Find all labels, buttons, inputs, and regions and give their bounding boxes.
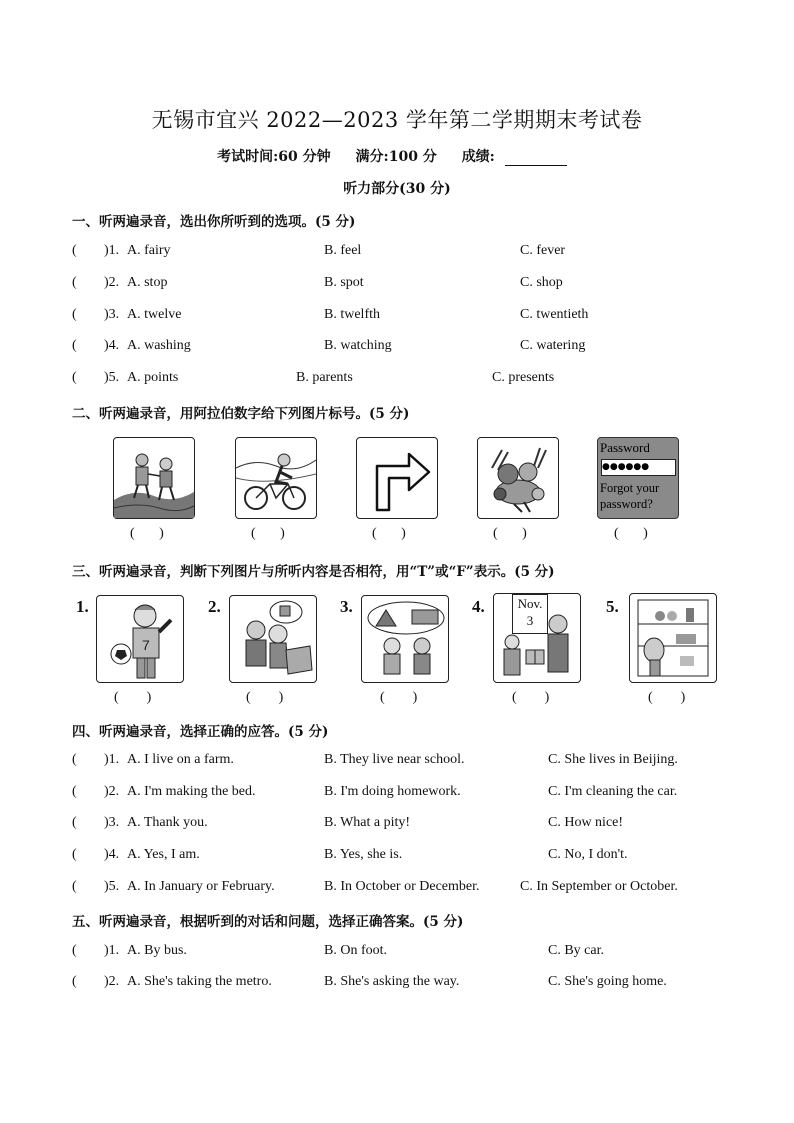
answer-paren[interactable]: ( <box>72 974 77 989</box>
picture-number: 3. <box>340 597 353 616</box>
section-5-title: 五、听两遍录音，根据听到的对话和问题，选择正确答案。(5 分) <box>72 914 464 930</box>
password-label: Password <box>600 440 650 455</box>
q4-4-num: )4. <box>104 847 120 862</box>
answer-paren[interactable]: ( <box>72 307 77 322</box>
full-score: 满分:100 分 <box>355 149 437 165</box>
q4-4-b: B. Yes, she is. <box>324 847 403 862</box>
section-3-title: 三、听两遍录音，判断下列图片与所听内容是否相符，用“T”或“F”表示。(5 分) <box>72 564 555 580</box>
friends-at-computer-illustration <box>230 596 316 682</box>
vegetables-illustration <box>478 438 558 518</box>
q4-2-a: A. I'm making the bed. <box>127 784 256 799</box>
picture-train-trip <box>361 595 449 683</box>
picture-hiking <box>113 437 195 519</box>
q4-5-a: A. In January or February. <box>127 879 275 894</box>
q1-4-c: C. watering <box>520 338 586 353</box>
q1-4-num: )4. <box>104 338 120 353</box>
q1-3-c: C. twentieth <box>520 307 589 322</box>
picture-cyclist <box>235 437 317 519</box>
exam-title: 无锡市宜兴 2022—2023 学年第二学期期末考试卷 <box>151 108 643 132</box>
grade-blank[interactable] <box>505 152 567 166</box>
calendar-card <box>512 594 548 634</box>
picture-number: 2. <box>208 597 221 616</box>
picture-computer-friends <box>229 595 317 683</box>
soccer-boy-illustration <box>97 596 183 682</box>
answer-bracket[interactable]: ( ) <box>130 526 164 541</box>
answer-bracket[interactable]: ( ) <box>246 690 284 705</box>
q4-2-c: C. I'm cleaning the car. <box>548 784 678 799</box>
answer-bracket[interactable]: ( ) <box>648 690 686 705</box>
q1-2-b: B. spot <box>324 275 364 290</box>
exam-time: 考试时间:60 分钟 <box>217 149 331 165</box>
password-field[interactable]: ●●●●●● <box>601 459 676 476</box>
q1-2-a: A. stop <box>127 275 168 290</box>
picture-number: 5. <box>606 597 619 616</box>
section-2-title: 二、听两遍录音，用阿拉伯数字给下列图片标号。(5 分) <box>72 406 410 422</box>
answer-bracket[interactable]: ( ) <box>380 690 418 705</box>
answer-paren[interactable]: ( <box>72 879 77 894</box>
q1-2-num: )2. <box>104 275 120 290</box>
q1-3-a: A. twelve <box>127 307 182 322</box>
q4-3-b: B. What a pity! <box>324 815 411 830</box>
section-4-title: 四、听两遍录音，选择正确的应答。(5 分) <box>72 724 329 740</box>
section-1-title: 一、听两遍录音，选出你所听到的选项。(5 分) <box>72 214 356 230</box>
picture-soccer-boy <box>96 595 184 683</box>
answer-bracket[interactable]: ( ) <box>614 526 648 541</box>
answer-paren[interactable]: ( <box>72 370 77 385</box>
answer-paren[interactable]: ( <box>72 243 77 258</box>
q4-5-b: B. In October or December. <box>324 879 480 894</box>
q5-1-num: )1. <box>104 943 120 958</box>
q4-4-a: A. Yes, I am. <box>127 847 200 862</box>
q4-5-num: )5. <box>104 879 120 894</box>
q1-1-num: )1. <box>104 243 120 258</box>
q4-2-b: B. I'm doing homework. <box>324 784 461 799</box>
q5-2-num: )2. <box>104 974 120 989</box>
q1-5-b: B. parents <box>296 370 353 385</box>
q1-5-c: C. presents <box>492 370 555 385</box>
answer-paren[interactable]: ( <box>72 338 77 353</box>
q5-2-c: C. She's going home. <box>548 974 667 989</box>
fridge-illustration <box>630 594 716 682</box>
answer-paren[interactable]: ( <box>72 943 77 958</box>
picture-birthday <box>493 593 581 683</box>
picture-turn-right-sign <box>356 437 438 519</box>
q4-2-num: )2. <box>104 784 120 799</box>
picture-vegetables <box>477 437 559 519</box>
q5-1-a: A. By bus. <box>127 943 187 958</box>
train-trip-illustration <box>362 596 448 682</box>
q4-5-c: C. In September or October. <box>520 879 678 894</box>
answer-paren[interactable]: ( <box>72 815 77 830</box>
q1-1-c: C. fever <box>520 243 566 258</box>
q4-1-b: B. They live near school. <box>324 752 465 767</box>
answer-paren[interactable]: ( <box>72 784 77 799</box>
q5-2-a: A. She's taking the metro. <box>127 974 272 989</box>
picture-password-screen <box>597 437 679 519</box>
grade-field <box>462 149 577 165</box>
q1-3-b: B. twelfth <box>324 307 380 322</box>
q1-1-a: A. fairy <box>127 243 171 258</box>
picture-fridge <box>629 593 717 683</box>
calendar-month: Nov. <box>517 596 543 611</box>
q4-1-num: )1. <box>104 752 120 767</box>
q1-5-a: A. points <box>127 370 179 385</box>
calendar-day: 3 <box>526 613 534 628</box>
q1-5-num: )5. <box>104 370 120 385</box>
q1-1-b: B. feel <box>324 243 362 258</box>
q4-1-c: C. She lives in Beijing. <box>548 752 678 767</box>
q4-3-num: )3. <box>104 815 120 830</box>
svg-text:7: 7 <box>142 637 150 653</box>
q5-1-b: B. On foot. <box>324 943 387 958</box>
answer-paren[interactable]: ( <box>72 752 77 767</box>
answer-paren[interactable]: ( <box>72 275 77 290</box>
cyclist-illustration <box>236 438 316 518</box>
turn-right-arrow-icon <box>357 438 437 518</box>
answer-bracket[interactable]: ( ) <box>251 526 285 541</box>
listening-part-title: 听力部分(30 分) <box>343 181 451 197</box>
q1-3-num: )3. <box>104 307 120 322</box>
answer-bracket[interactable]: ( ) <box>114 690 152 705</box>
q1-4-b: B. watching <box>324 338 392 353</box>
answer-paren[interactable]: ( <box>72 847 77 862</box>
forgot-password-link[interactable]: Forgot your password? <box>600 481 660 511</box>
picture-number: 1. <box>76 597 89 616</box>
q5-2-b: B. She's asking the way. <box>324 974 460 989</box>
grade-label: 成绩: <box>461 149 495 165</box>
answer-bracket[interactable]: ( ) <box>372 526 406 541</box>
q4-3-c: C. How nice! <box>548 815 624 830</box>
exam-info <box>0 146 794 166</box>
q4-1-a: A. I live on a farm. <box>127 752 234 767</box>
q4-3-a: A. Thank you. <box>127 815 208 830</box>
q4-4-c: C. No, I don't. <box>548 847 628 862</box>
answer-bracket[interactable]: ( ) <box>512 690 550 705</box>
hiking-illustration <box>114 438 194 518</box>
answer-bracket[interactable]: ( ) <box>493 526 527 541</box>
picture-number: 4. <box>472 597 485 616</box>
q5-1-c: C. By car. <box>548 943 604 958</box>
q1-4-a: A. washing <box>127 338 191 353</box>
q1-2-c: C. shop <box>520 275 563 290</box>
